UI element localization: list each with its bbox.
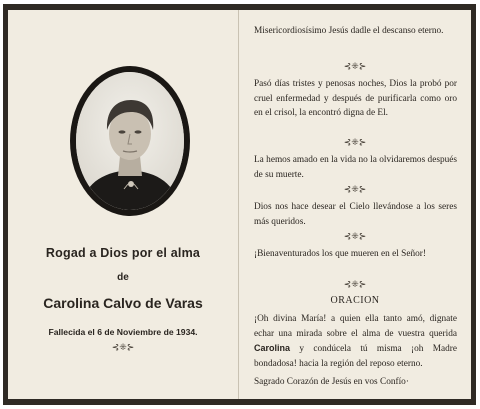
paragraph-cielo: Dios nos hace desear el Cielo llevándose a los seres más queridos. (254, 202, 457, 227)
oracion-name: Carolina (254, 343, 291, 354)
oracion-text-start: ¡Oh divina María! a quien ella tanto amó, dignate echar una mirada sobre el alma de vuestra querida (254, 314, 457, 339)
right-panel (239, 10, 471, 399)
paragraph-tristes: Pasó días tristes y penosas noches, Dios la probó por cruel enfermedad y después de purificarla como oro en el crisol, la encontró digna de El. (254, 79, 457, 119)
ornament-divider: ⊰⁜⊱ (111, 343, 135, 353)
deceased-name: Carolina Calvo de Varas (43, 295, 203, 311)
paragraph-bienaventurados: ¡Bienaventurados los que mueren en el Señor! (254, 249, 426, 259)
portrait-image (76, 72, 184, 210)
paragraph-amado: La hemos amado en la vida no la olvidaremos después de su muerte. (254, 155, 457, 180)
oracion-text-end: y condúcela tú misma ¡oh Madre bondadosa! hacia la región del reposo eterno. (254, 344, 457, 369)
paragraph-sagrado: Sagrado Corazón de Jesús en vos Confío· (254, 377, 409, 387)
ornament-divider: ⊰⁜⊱ (343, 138, 367, 148)
preposition-de: de (117, 272, 129, 283)
portrait-photo (76, 72, 184, 210)
paragraph-descanso: Misericordiosísimo Jesús dadle el descanso eterno. (254, 26, 444, 36)
portrait-frame (70, 66, 190, 216)
ornament-divider: ⊰⁜⊱ (343, 280, 367, 290)
memorial-card (3, 4, 476, 405)
paragraph-oracion (254, 312, 457, 371)
death-date: Fallecida el 6 de Noviembre de 1934. (48, 327, 198, 337)
ornament-divider: ⊰⁜⊱ (343, 185, 367, 195)
ornament-divider: ⊰⁜⊱ (343, 232, 367, 242)
prayer-request: Rogad a Dios por el alma (45, 246, 201, 260)
left-panel (8, 10, 238, 399)
oracion-title: ORACION (330, 295, 380, 306)
ornament-divider: ⊰⁜⊱ (343, 62, 367, 72)
